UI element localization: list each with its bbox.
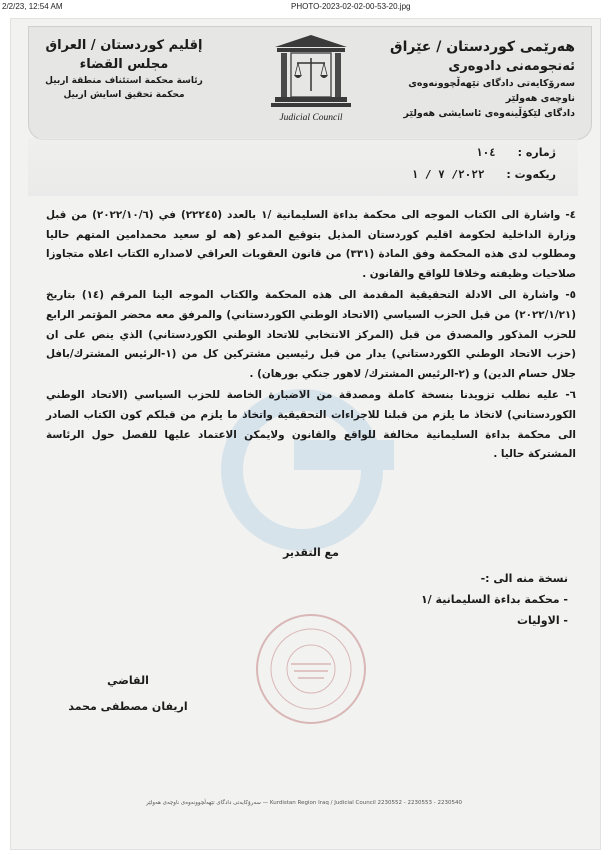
investigation-court-ku: دادگای لێکۆڵینەوەی ئاسایشی هەولێر bbox=[403, 108, 575, 119]
paragraph-5: ٥- واشارة الى الادلة التحقيقية المقدمة الى هذه المحكمة والكتاب الموجه الينا المرقم (١٤) بتاريخ (٢٠٢٢/١/٢١) من قبل الحزب السياسي (الاتحاد الوطني الكوردستاني) والمرفق معه محضر المؤتمر الرابع للحزب المذكور والمصدق من قبل (المركز الانتخابي للاتحاد الوطني الكوردستاني) الذي ينص على ان (حزب الاتحاد الوطني الكوردستاني) يدار من قبل رئيسين مشتركين كل من (١-الرئيس المشترك/بافل جلال حسام الدين) و (٢-الرئيس المشترك/ لاهور جنكي بورهان) . bbox=[46, 289, 576, 380]
timestamp: 2/2/23, 12:54 AM bbox=[2, 2, 63, 11]
letter-body bbox=[46, 206, 576, 465]
region-name-ku: هەرێمی کوردستان / عێراق bbox=[390, 39, 575, 55]
appeal-court-ku: سەرۆکایەتی دادگای تێهەڵچوونەوەی ناوچەی هەولێر bbox=[408, 78, 575, 104]
reference-number-value: ١٠٤ bbox=[475, 146, 496, 159]
page-footer: سەرۆکایەتی دادگای تێهەڵچوونەوەی ناوچەی هەولێر — Kurdistan Region Iraq / Judicial Council 2230552 - 2230553 - 2230540 bbox=[146, 800, 462, 806]
copy-to-list bbox=[400, 568, 568, 631]
paragraph-6: ٦- عليه نطلب تزويدنا بنسخة كاملة ومصدقة من الاضبارة الخاصة للحزب السياسي (الاتحاد الوطني الكوردستاني) لاتخاذ ما يلزم من قبلنا للاجراءات التحقيقية واتخاذ ما يلزم من قبلكم كون الكتاب الصادر الى محكمة بداءة السليمانية مخالفة للواقع والقانون ولايمكن الاعتماد عليها للفصل حول الرئاسة المشتركة حاليا . bbox=[46, 389, 576, 461]
reference-number-row bbox=[386, 142, 556, 164]
reference-date-value: ٢٠٢٢/ ٧ / ١ bbox=[411, 168, 485, 181]
reference-number-label: ژماره : bbox=[517, 146, 556, 159]
letterhead-arabic bbox=[39, 37, 209, 102]
council-name-ar: مجلس القضاء bbox=[79, 57, 169, 72]
copy-to-heading: نسخة منه الى :- bbox=[480, 572, 568, 585]
investigation-court-ar: محكمة تحقيق اسايش اربيل bbox=[63, 90, 185, 100]
reference-date-label: ریکەوت : bbox=[506, 168, 556, 181]
official-stamp bbox=[256, 614, 366, 724]
reference-date-row bbox=[386, 164, 556, 186]
letterhead bbox=[28, 26, 592, 140]
stamp-seal-icon bbox=[258, 616, 364, 722]
copy-to-item: - محكمة بداءة السليمانية /١ bbox=[420, 593, 568, 606]
judge-title: القاضي bbox=[107, 674, 149, 687]
closing-regards: مع التقدير bbox=[283, 546, 339, 559]
judge-name: اريفان مصطفى محمد bbox=[68, 700, 188, 713]
copy-to-item: - الاوليات bbox=[517, 614, 568, 627]
judicial-council-emblem bbox=[261, 33, 361, 133]
paragraph-4: ٤- واشارة الى الكتاب الموجه الى محكمة بداءة السليمانية /١ بالعدد (٢٢٢٤٥) في (٢٠٢٢/١٠/٦) من قبل وزارة الداخلية لحكومة اقليم كوردستان المذيل بتوقيع المدعو (هه لو سعيد محمدامين المتهم حاليا ومطلوب لدى هذه المحكمة وفق المادة (٣٣١) من قانون العقوبات العراقي لاصداره الكتاب اعلاه متجاوزا صلاحيات وظيفته وخلافا للواقع والقانون . bbox=[46, 209, 577, 280]
region-name-ar: إقليم كوردستان / العراق bbox=[45, 38, 203, 53]
council-name-ku: ئەنجومەنی دادوەری bbox=[448, 59, 575, 74]
emblem-caption: Judicial Council bbox=[279, 113, 343, 123]
appeal-court-ar: رئاسة محكمة استئناف منطقة اربيل bbox=[45, 76, 203, 86]
reference-block bbox=[386, 142, 556, 186]
letterhead-kurdish bbox=[385, 37, 575, 121]
image-viewer-bar bbox=[0, 0, 609, 14]
judge-signature-block bbox=[48, 668, 208, 720]
scales-of-justice-icon bbox=[261, 33, 361, 113]
file-name: PHOTO-2023-02-02-00-53-20.jpg bbox=[291, 2, 411, 11]
